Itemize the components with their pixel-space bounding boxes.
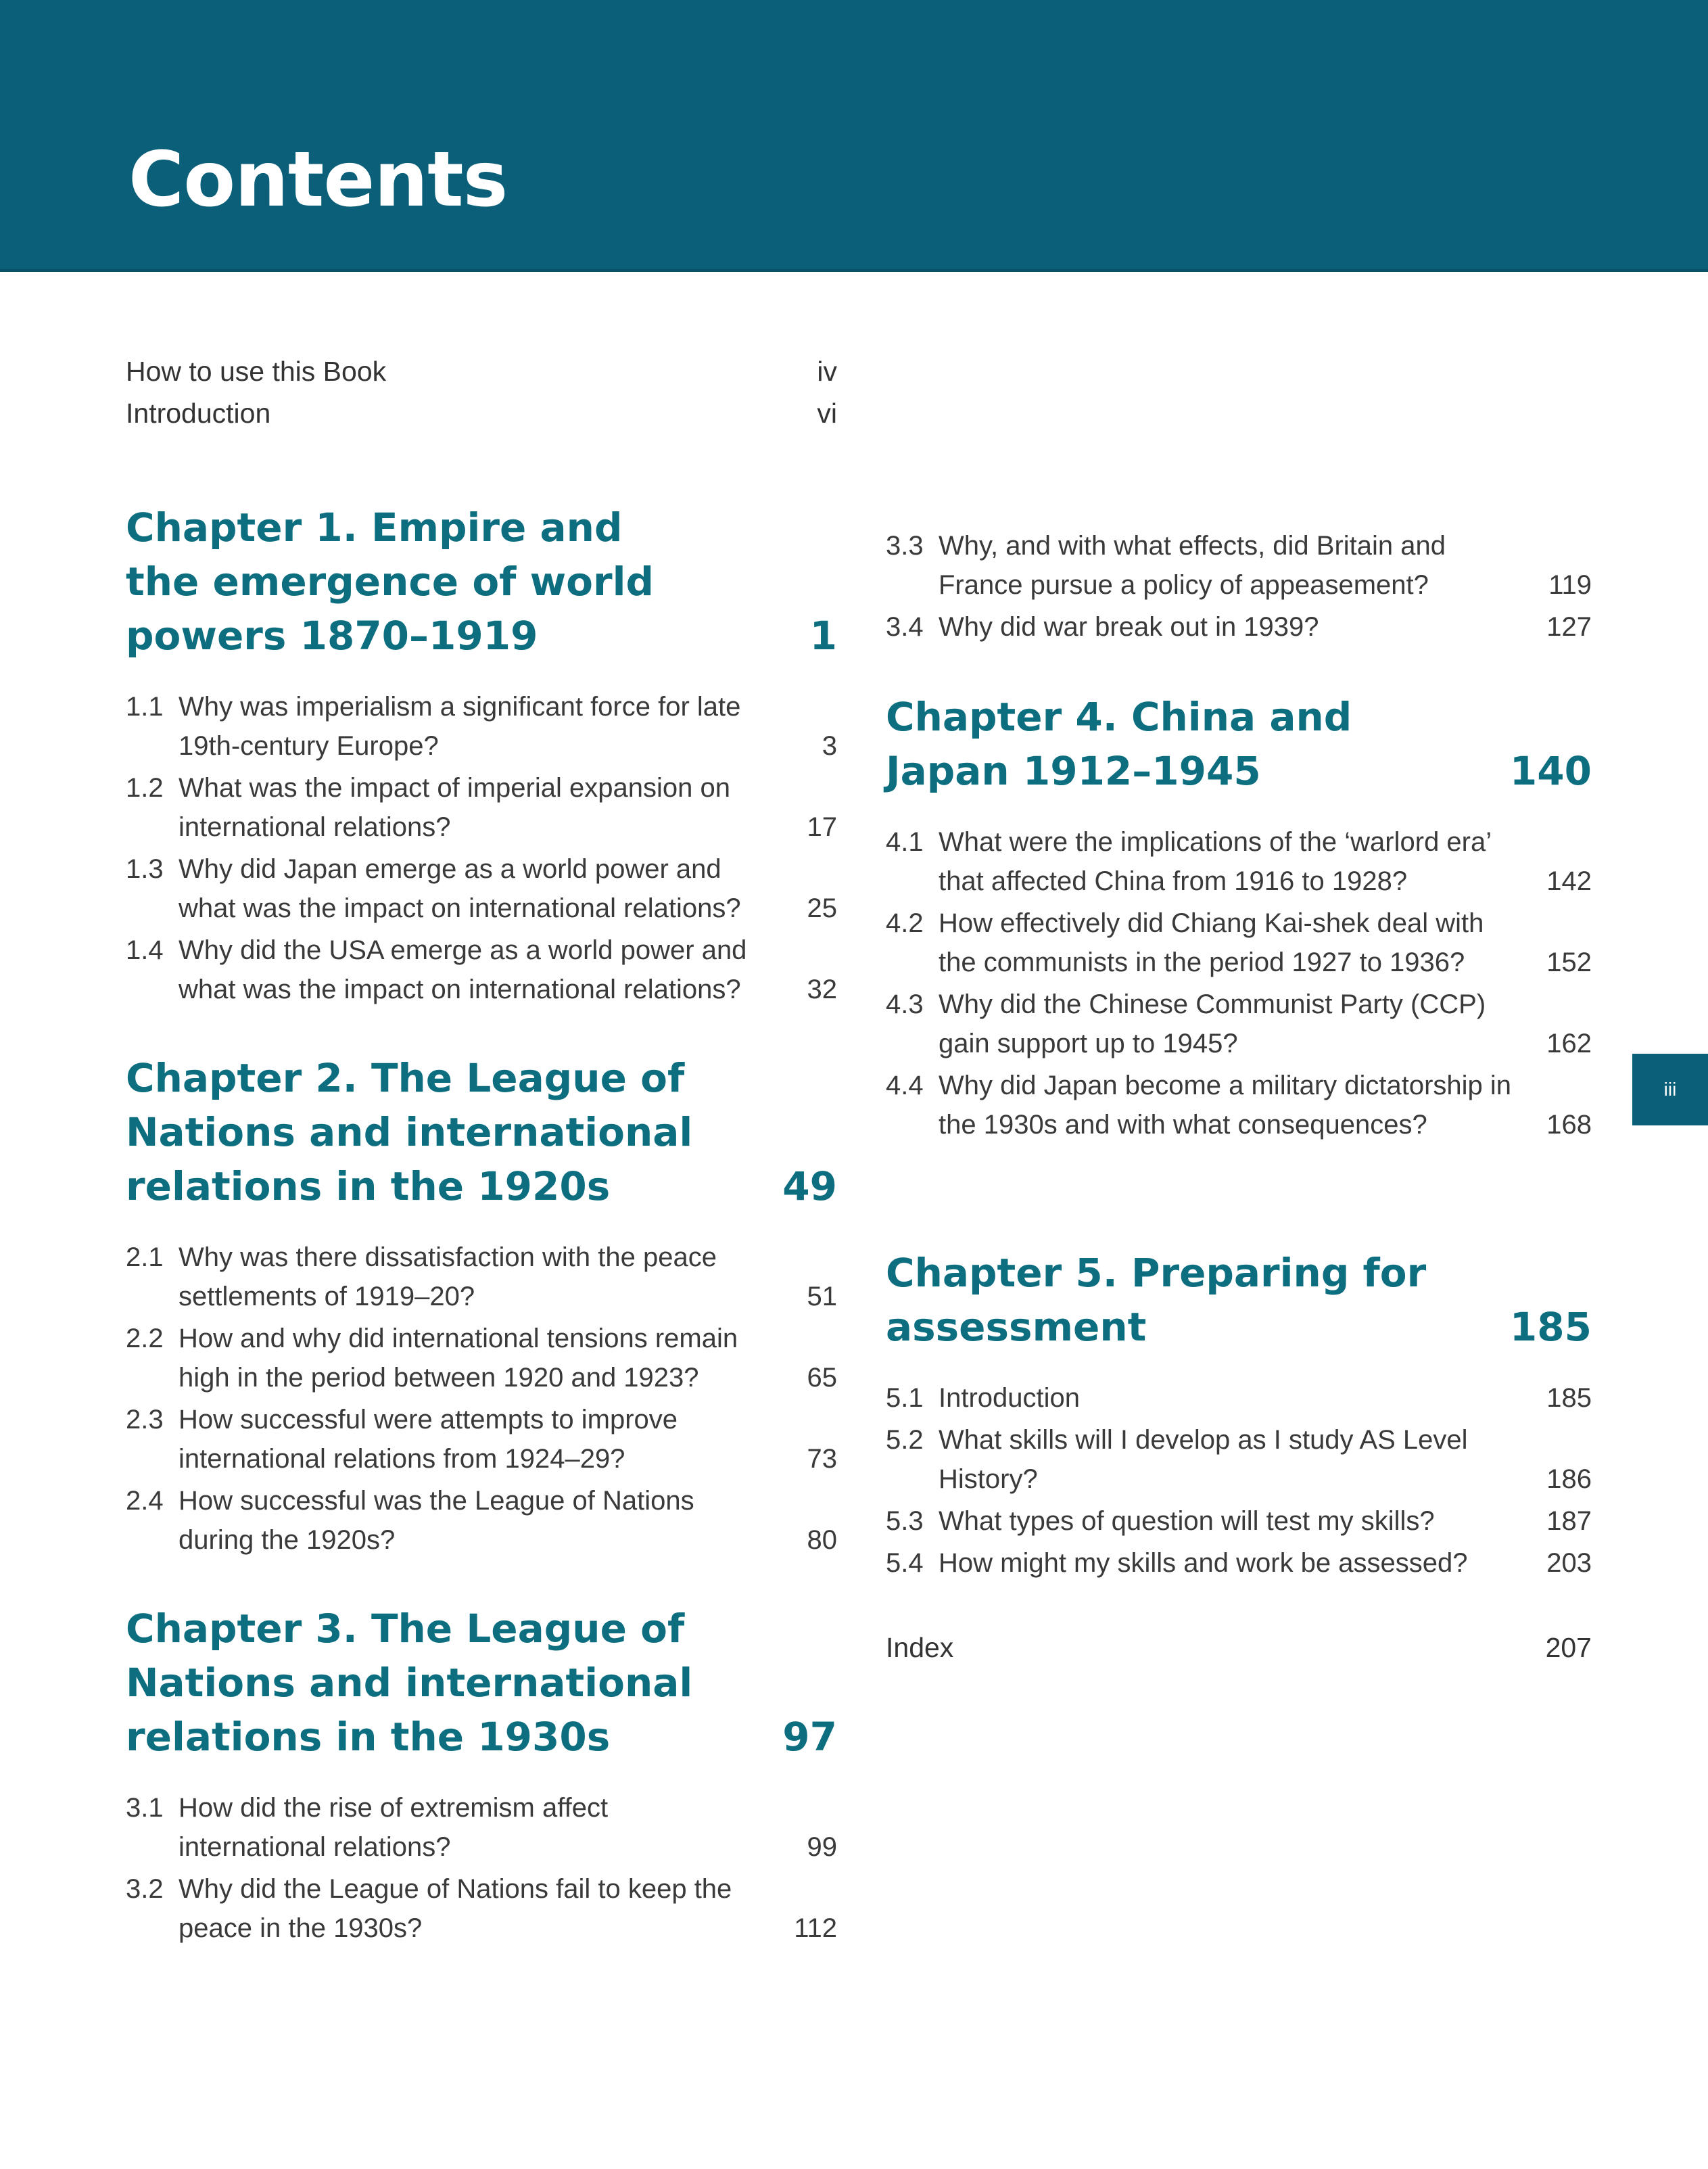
page-title: Contents xyxy=(128,136,508,224)
section-page: 32 xyxy=(807,975,837,1004)
section-number: 5.1 xyxy=(886,1383,924,1413)
section-number: 3.1 xyxy=(126,1793,164,1823)
chapter-title: Chapter 1. Empire and the emergence of world powers 1870–1919 xyxy=(126,505,655,659)
chapter-page: 1 xyxy=(809,613,837,659)
section-number: 3.2 xyxy=(126,1874,164,1904)
section-entry[interactable] xyxy=(886,1378,1592,1418)
section-page: 99 xyxy=(807,1832,837,1862)
section-number: 4.3 xyxy=(886,989,924,1019)
front-matter-label: How to use this Book xyxy=(126,356,387,387)
section-page: 112 xyxy=(794,1913,837,1943)
section-page: 3 xyxy=(822,731,837,761)
section-page: 119 xyxy=(1548,570,1592,600)
section-title: Why did the League of Nations fail to keep the peace in the 1930s? xyxy=(179,1874,732,1943)
section-title: Why, and with what effects, did Britain and France pursue a policy of appeasement? xyxy=(939,531,1446,600)
chapter-heading[interactable] xyxy=(886,690,1592,798)
section-number: 3.4 xyxy=(886,612,924,642)
section-number: 1.2 xyxy=(126,773,164,803)
chapter-title: Chapter 2. The League of Nations and international relations in the 1920s xyxy=(126,1055,693,1209)
section-page: 65 xyxy=(807,1363,837,1393)
section-entry[interactable] xyxy=(886,1543,1592,1583)
section-title: Why was imperialism a significant force for late 19th-century Europe? xyxy=(179,692,741,761)
section-page: 142 xyxy=(1546,866,1592,896)
section-entry[interactable] xyxy=(886,526,1592,605)
section-title: How and why did international tensions remain high in the period between 1920 and 1923? xyxy=(179,1324,738,1393)
section-number: 5.2 xyxy=(886,1425,924,1455)
section-title: How might my skills and work be assessed? xyxy=(939,1548,1468,1578)
chapter-heading[interactable] xyxy=(126,1602,837,1764)
section-entry[interactable] xyxy=(126,1319,837,1397)
section-page: 185 xyxy=(1546,1383,1592,1413)
front-matter-item[interactable] xyxy=(126,392,837,434)
chapter-page: 185 xyxy=(1509,1304,1592,1350)
section-page: 168 xyxy=(1546,1110,1592,1140)
section-number: 1.3 xyxy=(126,854,164,884)
section-entry[interactable] xyxy=(886,607,1592,647)
section-number: 1.4 xyxy=(126,935,164,965)
section-title: Why did the Chinese Communist Party (CCP) gain support up to 1945? xyxy=(939,989,1486,1058)
section-entry[interactable] xyxy=(886,1066,1592,1144)
section-page: 127 xyxy=(1546,612,1592,642)
section-page: 80 xyxy=(807,1525,837,1555)
section-title: How did the rise of extremism affect international relations? xyxy=(179,1793,609,1862)
front-matter-page: vi xyxy=(817,398,837,429)
section-entry[interactable] xyxy=(886,1420,1592,1499)
section-list xyxy=(126,1788,837,1948)
section-number: 2.2 xyxy=(126,1324,164,1353)
section-entry[interactable] xyxy=(126,1869,837,1948)
section-entry[interactable] xyxy=(126,931,837,1009)
section-page: 25 xyxy=(807,893,837,923)
section-entry[interactable] xyxy=(886,904,1592,982)
section-title: What types of question will test my skills? xyxy=(939,1506,1435,1536)
chapter-heading[interactable] xyxy=(126,1051,837,1213)
section-list xyxy=(886,1378,1592,1583)
section-list xyxy=(126,687,837,1009)
chapter-heading[interactable] xyxy=(126,500,837,663)
index-entry[interactable] xyxy=(886,1627,1592,1668)
section-number: 4.1 xyxy=(886,827,924,857)
section-entry[interactable] xyxy=(126,1481,837,1560)
section-page: 203 xyxy=(1546,1548,1592,1578)
front-matter-page: iv xyxy=(817,356,837,387)
section-title: Introduction xyxy=(939,1383,1081,1413)
section-page: 73 xyxy=(807,1444,837,1474)
section-number: 5.4 xyxy=(886,1548,924,1578)
section-list xyxy=(886,822,1592,1144)
section-number: 2.4 xyxy=(126,1486,164,1516)
chapter-page: 97 xyxy=(782,1714,837,1760)
section-title: What skills will I develop as I study AS Level History? xyxy=(939,1425,1468,1494)
section-title: Why did war break out in 1939? xyxy=(939,612,1319,642)
section-page: 162 xyxy=(1546,1029,1592,1058)
section-page: 152 xyxy=(1546,948,1592,977)
chapter-page: 140 xyxy=(1509,748,1592,794)
front-matter-item[interactable] xyxy=(126,350,837,392)
section-title: How successful were attempts to improve international relations from 1924–29? xyxy=(179,1405,678,1474)
section-number: 1.1 xyxy=(126,692,164,722)
contents-left-column xyxy=(126,350,837,1951)
section-entry[interactable] xyxy=(126,768,837,847)
section-entry[interactable] xyxy=(126,1400,837,1478)
section-number: 4.4 xyxy=(886,1071,924,1100)
section-title: What was the impact of imperial expansion on international relations? xyxy=(179,773,730,842)
section-entry[interactable] xyxy=(126,849,837,928)
section-entry[interactable] xyxy=(126,687,837,766)
section-entry[interactable] xyxy=(126,1238,837,1316)
section-page: 17 xyxy=(807,812,837,842)
chapter-page: 49 xyxy=(782,1163,837,1209)
section-title: Why did Japan emerge as a world power and what was the impact on international relations? xyxy=(179,854,741,923)
section-number: 3.3 xyxy=(886,531,924,561)
section-title: What were the implications of the ‘warlord era’ that affected China from 1916 to 1928? xyxy=(939,827,1491,896)
section-entry[interactable] xyxy=(886,985,1592,1063)
front-matter-label: Introduction xyxy=(126,398,271,429)
section-number: 2.1 xyxy=(126,1242,164,1272)
section-list xyxy=(126,1238,837,1560)
index-label: Index xyxy=(886,1632,954,1663)
chapter-title: Chapter 3. The League of Nations and international relations in the 1930s xyxy=(126,1606,693,1760)
header-banner xyxy=(0,0,1708,272)
index-page: 207 xyxy=(1545,1632,1592,1663)
section-title: How successful was the League of Nations during the 1920s? xyxy=(179,1486,694,1555)
section-page: 186 xyxy=(1546,1464,1592,1494)
section-title: Why did the USA emerge as a world power and what was the impact on international relations? xyxy=(179,935,747,1004)
chapter-title: Chapter 5. Preparing for assessment xyxy=(886,1250,1427,1350)
chapter-heading[interactable] xyxy=(886,1246,1592,1354)
front-matter xyxy=(126,350,837,434)
section-page: 51 xyxy=(807,1282,837,1311)
section-list xyxy=(886,526,1592,647)
page-number-tab: iii xyxy=(1632,1054,1708,1125)
section-number: 2.3 xyxy=(126,1405,164,1435)
section-title: Why was there dissatisfaction with the peace settlements of 1919–20? xyxy=(179,1242,717,1311)
section-entry[interactable] xyxy=(886,822,1592,901)
section-title: Why did Japan become a military dictatorship in the 1930s and with what consequences? xyxy=(939,1071,1512,1140)
section-number: 5.3 xyxy=(886,1506,924,1536)
contents-right-column xyxy=(886,526,1592,1668)
section-page: 187 xyxy=(1546,1506,1592,1536)
section-entry[interactable] xyxy=(126,1788,837,1867)
section-number: 4.2 xyxy=(886,908,924,938)
section-title: How effectively did Chiang Kai-shek deal with the communists in the period 1927 to 1936? xyxy=(939,908,1484,977)
section-entry[interactable] xyxy=(886,1501,1592,1541)
chapter-title: Chapter 4. China and Japan 1912–1945 xyxy=(886,694,1352,794)
